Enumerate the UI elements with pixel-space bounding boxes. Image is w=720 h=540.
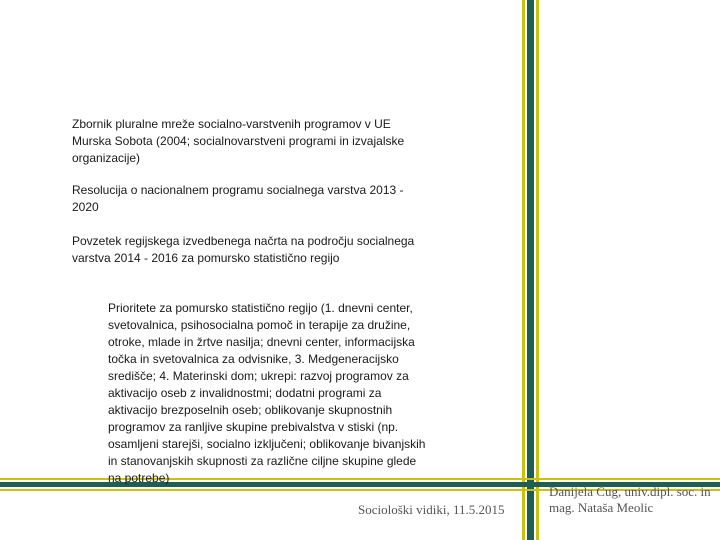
footer-authors bbox=[549, 484, 711, 516]
paragraph-zbornik: Zbornik pluralne mreže socialno-varstvenih programov v UE Murska Sobota (2004; socialnovarstveni programi in izvajalske organizacije) bbox=[72, 117, 405, 165]
paragraph-prioritete: Prioritete za pomursko statistično regijo (1. dnevni center, svetovalnica, psihosocialna pomoč in terapije za družine, otroke, mlade in žrtve nasilja; dnevni center, informacijska točka in svetovalnica za odvisnike, 3. Medgeneracijsko središče; 4. Materinski dom; ukrepi: razvoj programov za aktivacijo oseb z invalidnostmi; dodatni programi za aktivacijo brezposelnih oseb; oblikovanje skupnostnih programov za ranljive skupine prebivalstva v stiski (np. osamljeni starejši, socialno izključeni; oblikovanje bivanjskih in stanovanjskih skupnosti za različne ciljne skupine glede na potrebe) bbox=[108, 301, 426, 485]
footer-source: Sociološki vidiki, 11.5.2015 bbox=[358, 502, 505, 517]
footer-author-line2: mag. Nataša Meolic bbox=[549, 500, 654, 515]
vertical-bar-green bbox=[527, 0, 534, 540]
vertical-bar-yellow-right bbox=[536, 0, 539, 540]
paragraph-resolucija: Resolucija o nacionalnem programu socialnega varstva 2013 - 2020 bbox=[72, 183, 404, 214]
vertical-bar-yellow-left bbox=[522, 0, 525, 540]
paragraph-povzetek: Povzetek regijskega izvedbenega načrta na področju socialnega varstva 2014 - 2016 za pomursko statistično regijo bbox=[72, 234, 415, 265]
footer-author-line1: Danijela Čug, univ.dipl. soc. in bbox=[549, 484, 711, 499]
